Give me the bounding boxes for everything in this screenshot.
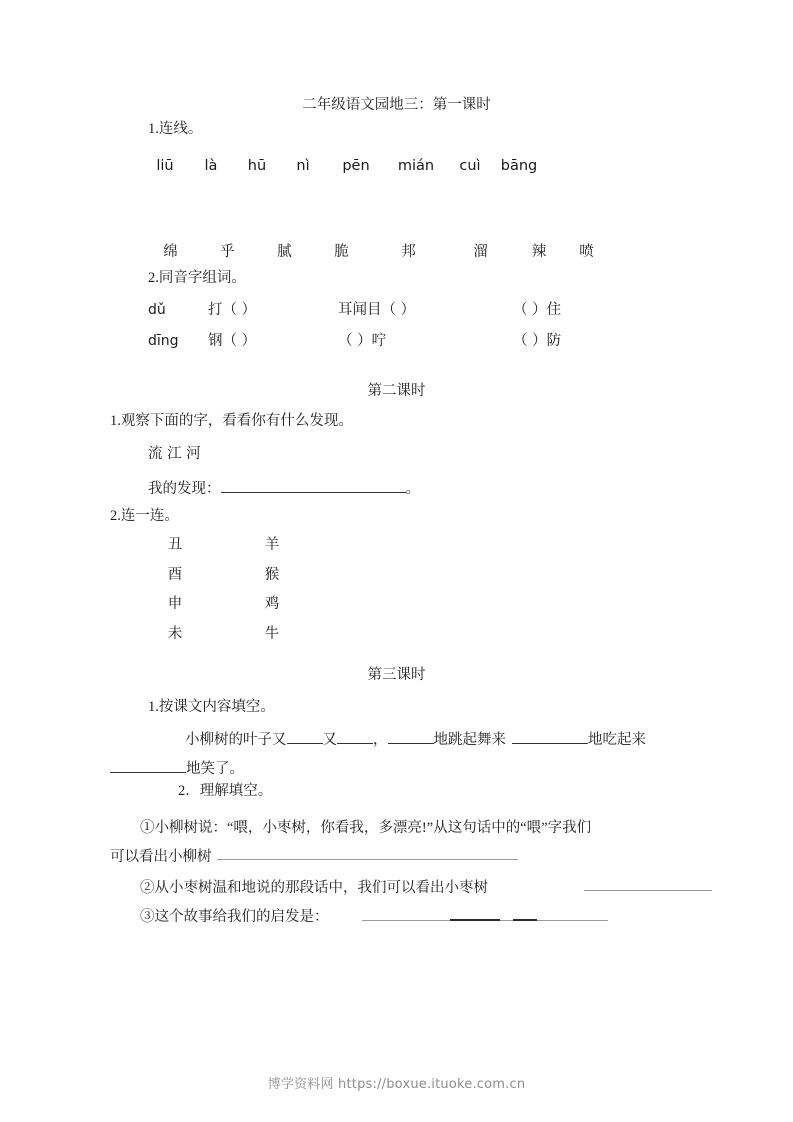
character-item: 喷	[579, 244, 594, 260]
comprehension-q2-blank[interactable]	[584, 890, 712, 891]
lesson-3-heading: 第三课时	[367, 667, 426, 683]
discovery-line	[148, 478, 420, 496]
character-item: 溜	[473, 244, 488, 260]
zodiac-left-item[interactable]: 未	[167, 625, 183, 642]
cloze-line-1	[185, 726, 646, 754]
pinyin-item: liū	[156, 158, 174, 174]
pinyin-item: mián	[397, 158, 435, 174]
homophone-pinyin-ding: dīng	[148, 333, 179, 349]
exercise-2-label: 2.同音字组词。	[148, 270, 246, 286]
cloze-blank[interactable]	[337, 729, 373, 744]
character-item: 绵	[163, 244, 178, 260]
comprehension-q1-blank[interactable]	[217, 859, 518, 860]
zodiac-right-item[interactable]: 羊	[264, 537, 280, 553]
zodiac-left-item[interactable]: 丑	[167, 537, 183, 553]
comprehension-q1-line1: ①小柳树说：“喂，小枣树，你看我，多漂亮!”从这句话中的“喂”字我们	[140, 820, 592, 836]
cloze-text: 地跳起舞来	[433, 732, 506, 748]
pinyin-item: là	[204, 158, 218, 174]
homophone-cell[interactable]: （ ）住	[513, 302, 562, 318]
cloze-blank[interactable]	[110, 758, 186, 773]
cloze-line-2	[110, 755, 244, 783]
character-item: 腻	[277, 244, 292, 260]
character-item: 辣	[531, 244, 547, 260]
character-item: 脆	[334, 244, 349, 260]
homophone-cell[interactable]: 打（ ）	[208, 302, 257, 318]
lesson2-exercise-2-label: 2.连一连。	[110, 508, 179, 524]
homophone-cell[interactable]: （ ）咛	[338, 333, 387, 349]
footer-watermark: 博学资料网 https://boxue.ituoke.com.cn	[267, 1077, 526, 1092]
cloze-blank[interactable]	[388, 729, 434, 744]
zodiac-left-column	[165, 531, 185, 649]
exercise-1-label: 1.连线。	[148, 121, 203, 137]
cloze-blank[interactable]	[512, 729, 588, 744]
character-row	[142, 245, 609, 260]
zodiac-right-item[interactable]: 猴	[264, 566, 280, 583]
comprehension-q3: ③这个故事给我们的启发是：	[140, 909, 329, 925]
homophone-cell[interactable]: 耳闻目（ ）	[338, 302, 416, 318]
pinyin-item: bāng	[500, 158, 538, 174]
comprehension-q1-line2: 可以看出小柳树	[110, 849, 212, 865]
comprehension-q3-blank-mark-1[interactable]	[450, 919, 500, 921]
cloze-text: ，	[373, 732, 388, 748]
zodiac-left-item[interactable]: 申	[167, 596, 183, 612]
cloze-blank[interactable]	[287, 729, 323, 744]
cloze-text: 小柳树的叶子又	[185, 732, 287, 748]
discovery-blank[interactable]	[221, 478, 406, 493]
discovery-period: 。	[405, 480, 420, 497]
zodiac-right-item[interactable]: 牛	[264, 625, 280, 642]
lesson-2-heading: 第二课时	[367, 383, 426, 399]
character-item: 乎	[220, 244, 235, 260]
zodiac-left-item[interactable]: 酉	[167, 566, 183, 583]
comprehension-q2: ②从小枣树温和地说的那段话中，我们可以看出小枣树	[140, 880, 488, 896]
observation-characters: 流 江 河	[148, 446, 201, 462]
discovery-label: 我的发现：	[148, 480, 221, 497]
homophone-cell[interactable]: 钢（ ）	[208, 333, 257, 349]
cloze-text: 地笑了。	[186, 761, 244, 777]
pinyin-item: cuì	[459, 158, 481, 174]
page-title: 二年级语文园地三：第一课时	[302, 97, 491, 113]
cloze-text: 地吃起来	[588, 732, 646, 748]
lesson3-exercise-2-label: 2．理解填空。	[178, 783, 273, 799]
lesson2-exercise-1-label: 1.观察下面的字，看看你有什么发现。	[110, 413, 353, 429]
pinyin-item: nì	[296, 158, 310, 174]
comprehension-q3-blank-mark-2[interactable]	[513, 919, 537, 921]
cloze-text: 又	[322, 732, 337, 748]
character-item: 邦	[401, 244, 416, 260]
pinyin-item: hū	[247, 158, 267, 174]
lesson3-exercise-1-label: 1.按课文内容填空。	[148, 699, 275, 715]
zodiac-right-column	[262, 531, 282, 649]
homophone-pinyin-du: dǔ	[148, 302, 166, 318]
pinyin-row	[142, 159, 544, 174]
homophone-cell[interactable]: （ ）防	[513, 333, 562, 349]
zodiac-right-item[interactable]: 鸡	[264, 596, 280, 612]
pinyin-item: pēn	[342, 158, 370, 174]
